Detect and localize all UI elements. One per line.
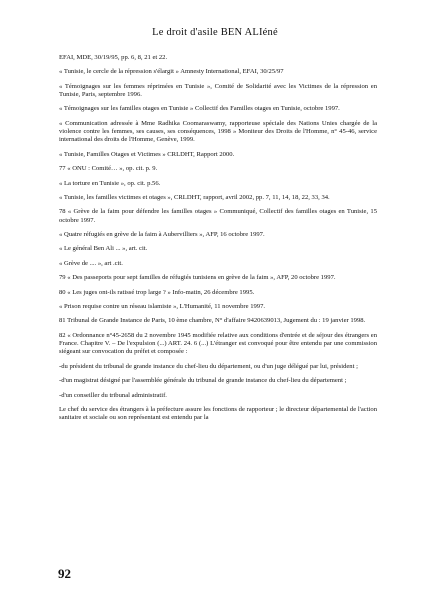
note-paragraph: « Grève de .... », art .cit.: [59, 259, 123, 267]
note-paragraph: « Quatre réfugiés en grève de la faim à Aubervilliers », AFP, 16 octobre 1997.: [59, 231, 265, 239]
note-paragraph: 82 « Ordonnance n°45-2658 du 2 novembre 1945 modifiée relative aux conditions d'entrée et de séjour des étrangers en France. Chapitre V. – De l'expulsion (...) ART. 24. 6 (...) L'étranger est convoqué pour être entendu par une commission siégeant sur convocation du préfet et composée :: [59, 331, 377, 356]
note-paragraph: « Témoignages sur les femmes réprimées en Tunisie », Comité de Solidarité avec les Victimes de la répression en Tunisie, Paris, septembre 1996.: [59, 82, 377, 99]
note-paragraph: 77 « ONU : Comité… », op. cit. p. 9.: [59, 165, 158, 173]
note-paragraph: 79 « Des passeports pour sept familles de réfugiés tunisiens en grève de la faim », AFP, 20 octobre 1997.: [59, 274, 336, 282]
running-title: Le droit d'asile BEN ALIéné: [152, 27, 278, 38]
note-paragraph: « Tunisie, les familles victimes et otages », CRLDHT, rapport, avril 2002, pp. 7, 11, 14, 18, 22, 33, 34.: [59, 194, 330, 202]
note-paragraph: « Le général Ben Ali ... », art. cit.: [59, 245, 148, 253]
note-paragraph: -d'un magistrat désigné par l'assemblée générale du tribunal de grande instance du chef-lieu du département ;: [59, 377, 347, 385]
note-paragraph: « La torture en Tunisie », op. cit. p.56.: [59, 179, 161, 187]
note-paragraph: 80 « Les juges ont-ils ratissé trop large ? » Info-matin, 26 décembre 1995.: [59, 288, 255, 296]
note-paragraph: EFAI, MDE, 30/19/95, pp. 6, 8, 21 et 22.: [59, 54, 168, 61]
note-paragraph: -du président du tribunal de grande instance du chef-lieu du département, ou d'un juge délégué par lui, président ;: [59, 362, 358, 370]
note-paragraph: Le chef du service des étrangers à la préfecture assure les fonctions de rapporteur ; le directeur départemental de l'action sanitaire et sociale ou son représentant est entendu par la: [59, 405, 377, 422]
note-paragraph: « Communication adressée à Mme Radhika Coomaraswamy, rapporteuse spéciale des Nations Unies chargée de la violence contre les femmes, ses causes, ses conséquences, 1998 » Moniteur des Droits de l'Homme, n° 45-46, service international des droits de l'Homme, Genève, 1999.: [59, 119, 377, 144]
note-paragraph: « Tunisie, le cercle de la répression s'élargit » Amnesty International, EFAI, 30/25/97: [59, 68, 284, 76]
note-paragraph: « Prison requise contre un réseau islamiste », L'Humanité, 11 novembre 1997.: [59, 303, 266, 311]
page-number: 92: [58, 566, 71, 581]
note-paragraph: -d'un conseiller du tribunal administratif.: [59, 391, 167, 399]
note-paragraph: 81 Tribunal de Grande Instance de Paris, 10 ème chambre, N° d'affaire 9420639013, Jugement du : 19 janvier 1998.: [59, 317, 366, 325]
note-paragraph: « Témoignages sur les familles otages en Tunisie » Collectif des Familles otages en Tunisie, octobre 1997.: [59, 105, 340, 113]
notes-body: [59, 54, 377, 423]
note-paragraph: 78 « Grève de la faim pour défendre les familles otages » Communiqué, Collectif des familles otages en Tunisie, 15 octobre 1997.: [59, 208, 377, 224]
note-paragraph: « Tunisie, Familles Otages et Victimes » CRLDHT, Rapport 2000.: [59, 150, 235, 158]
